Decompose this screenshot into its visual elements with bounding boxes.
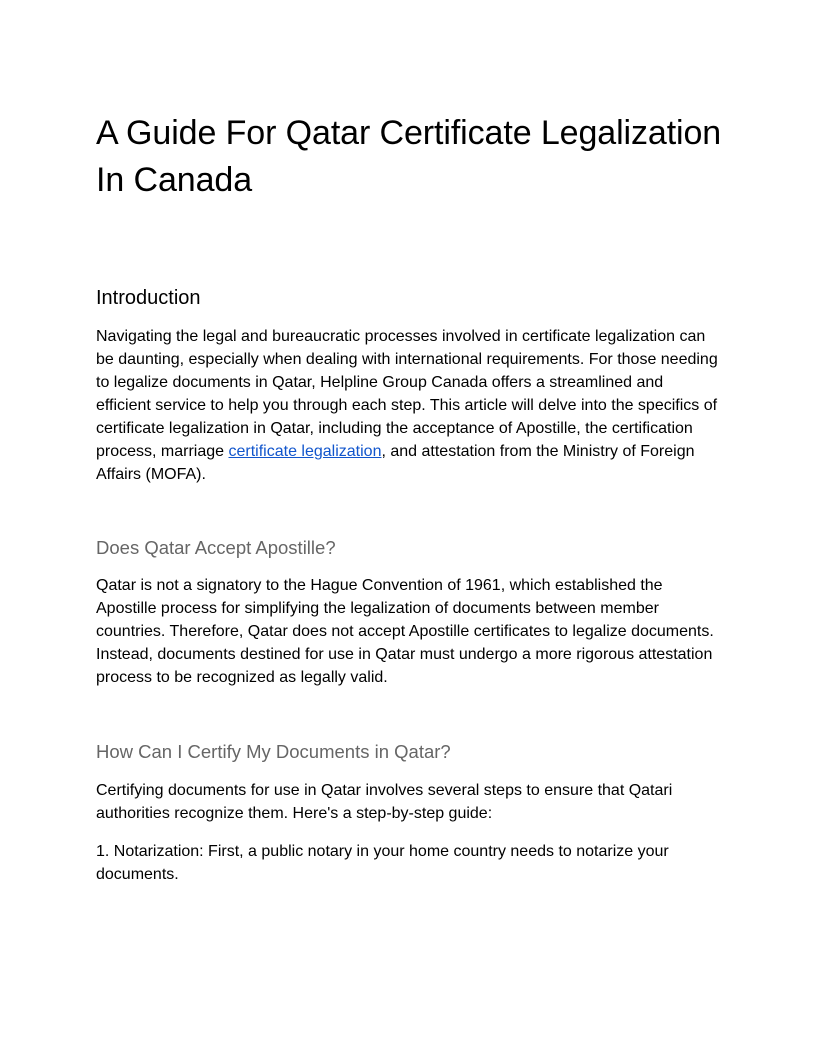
document-title: A Guide For Qatar Certificate Legalization In Canada: [96, 114, 722, 199]
introduction-text-before-link: Navigating the legal and bureaucratic processes involved in certificate legalization can be daunting, especially when dealing with international requirements. For those needing to legalize documents in Qatar, Helpline Group Canada offers a streamlined and efficient service to help you through each step. This article will delve into the specifics of certificate legalization in Qatar, including the acceptance of Apostille, the certification process, marriage: [96, 328, 718, 460]
document-page: [96, 110, 722, 886]
apostille-paragraph: Qatar is not a signatory to the Hague Convention of 1961, which established the Apostille process for simplifying the legalization of documents between member countries. Therefore, Qatar does not accept Apostille certificates to legalize documents. Instead, documents destined for use in Qatar must undergo a more rigorous attestation process to be recognized as legally valid.: [96, 577, 714, 686]
introduction-heading: Introduction: [96, 287, 201, 309]
introduction-text-after-link: , and attestation from the Ministry of Foreign Affairs (MOFA).: [96, 443, 695, 483]
step-1-paragraph: 1. Notarization: First, a public notary in your home country needs to notarize your documents.: [96, 843, 669, 883]
certify-paragraph: Certifying documents for use in Qatar involves several steps to ensure that Qatari authorities recognize them. Here's a step-by-step guide:: [96, 782, 673, 822]
certify-heading: How Can I Certify My Documents in Qatar?: [96, 741, 451, 762]
apostille-heading: Does Qatar Accept Apostille?: [96, 537, 336, 558]
certificate-legalization-link[interactable]: certificate legalization: [228, 443, 382, 460]
introduction-paragraph: [96, 325, 722, 486]
